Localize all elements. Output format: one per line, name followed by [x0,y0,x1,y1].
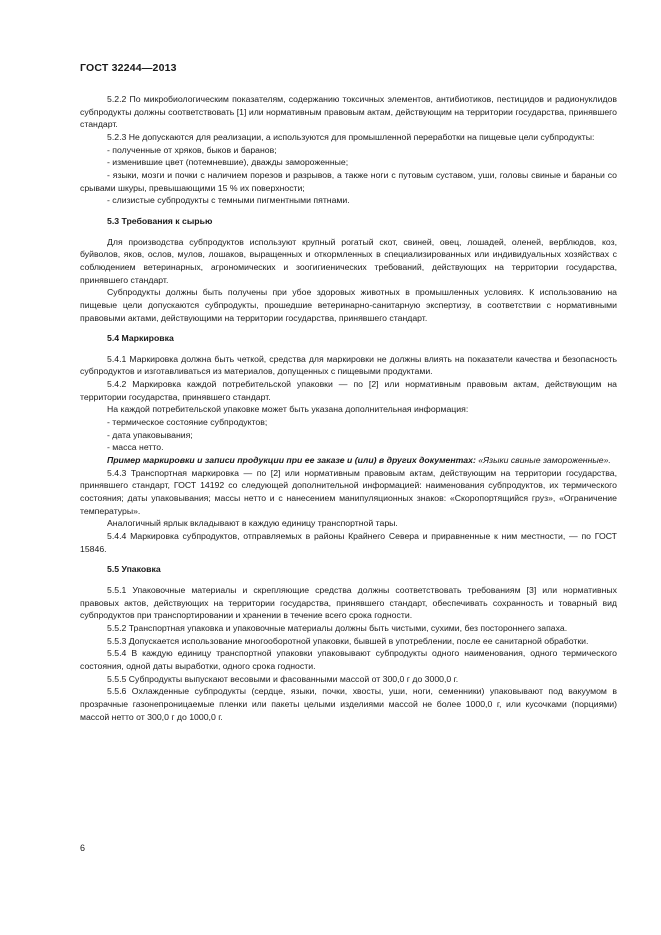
example-text: «Языки свиные замороженные». [475,455,611,466]
body-paragraph: 5.5.4 В каждую единицу транспортной упаковки упаковывают субпродукты одного наименования, одного термического состояния, одной даты выработки, одного срока годности. [80,648,617,671]
list-item: - языки, мозги и почки с наличием порезов и разрывов, а также ноги с путовым суставом, уши, головы свиные и бараньи со срывами шкуры, превышающими 15 % их поверхности; [80,169,617,193]
body-paragraph: 5.2.2 По микробиологическим показателям, содержанию токсичных элементов, антибиотиков, пестицидов и радионуклидов субпродукты должны соответствовать [1] или нормативным правовым актам, действующим на территории государства, принявшего стандарт. [80,94,617,130]
example-paragraph [80,454,617,467]
body-paragraph: Субпродукты должны быть получены при убое здоровых животных в промышленных условиях. К использованию на пищевые цели допускаются субпродукты, прошедшие ветеринарно-санитарную экспертизу, в соответствии с нормативными правовыми актами, действующими на территории государства, принявшего стандарт. [80,287,617,323]
document-body [80,93,617,723]
body-paragraph: 5.5.6 Охлажденные субпродукты (сердце, языки, почки, хвосты, уши, ноги, семенники) упаковывают под вакуумом в прозрачные газонепроницаемые пленки или пакеты целыми изделиями массой не более 1000,0 г, или кусочками (порциями) массой нетто от 300,0 г до 1000,0 г. [80,686,617,722]
page-number: 6 [80,843,86,853]
list-item: - полученные от хряков, быков и баранов; [107,144,277,155]
body-paragraph: 5.4.4 Маркировка субпродуктов, отправляемых в районы Крайнего Севера и приравненные к ним местности, — по ГОСТ 15846. [80,531,617,554]
body-paragraph: 5.4.3 Транспортная маркировка — по [2] или нормативным правовым актам, действующим на территории государства, принявшего стандарт, ГОСТ 14192 со следующей дополнительной информацией: наименования субпродуктов, их термического состояния; даты упаковывания; массы нетто и с нанесением манипуляционных знаков: «Скоропортящийся груз», «Ограничение температуры». [80,467,617,516]
body-paragraph: Аналогичный ярлык вкладывают в каждую единицу транспортной тары. [107,518,398,529]
body-paragraph: 5.4.1 Маркировка должна быть четкой, средства для маркировки не должны влиять на показатели качества и безопасность субпродуктов и изготавливаться из материалов, допущенных с пищевыми продуктами. [80,353,617,377]
body-paragraph: Для производства субпродуктов используют крупный рогатый скот, свиней, овец, лошадей, оленей, верблюдов, коз, буйволов, яков, ослов, мулов, лошаков, выращенных и откормленных в специализированных или индивидуальных хозяйствах с соблюдением ветеринарных, агрономических и зоогигиенических требований, действующих на территории государства, принявшего стандарт. [80,236,617,285]
body-paragraph: 5.5.1 Упаковочные материалы и скрепляющие средства должны соответствовать требованиям [3] или нормативных правовых актов, действующих на территории государства, принявшего стандарт, обеспечивать сохранность и товарный вид субпродуктов при транспортировании и хранении в течение всего срока годности. [80,584,617,621]
example-label: Пример маркировки и записи продукции при ее заказе и (или) в других документах: [107,455,476,466]
body-paragraph: 5.5.5 Субпродукты выпускают весовыми и фасованными массой от 300,0 г до 3000,0 г. [107,673,459,684]
document-code: ГОСТ 32244—2013 [80,62,177,74]
list-item: - масса нетто. [107,442,164,453]
body-paragraph: 5.4.2 Маркировка каждой потребительской упаковки — по [2] или нормативным правовым актам, действующим на территории государства, принявшего стандарт. [80,379,617,402]
section-heading: 5.3 Требования к сырью [107,215,213,226]
section-heading: 5.4 Маркировка [107,333,174,344]
list-item: - термическое состояние субпродуктов; [107,417,268,428]
list-item: - изменившие цвет (потемневшие), дважды замороженные; [107,157,349,168]
body-paragraph: На каждой потребительской упаковке может быть указана дополнительная информация: [107,404,469,415]
list-item: - слизистые субпродукты с темными пигментными пятнами. [107,195,350,206]
list-item: - дата упаковывания; [107,429,193,440]
body-paragraph: 5.5.2 Транспортная упаковка и упаковочные материалы должны быть чистыми, сухими, без постороннего запаха. [107,622,568,633]
section-heading: 5.5 Упаковка [107,564,161,575]
body-paragraph: 5.2.3 Не допускаются для реализации, а используются для промышленной переработки на пищевые цели субпродукты: [107,131,595,142]
body-paragraph: 5.5.3 Допускается использование многооборотной упаковки, бывшей в употреблении, после ее санитарной обработки. [107,635,589,646]
